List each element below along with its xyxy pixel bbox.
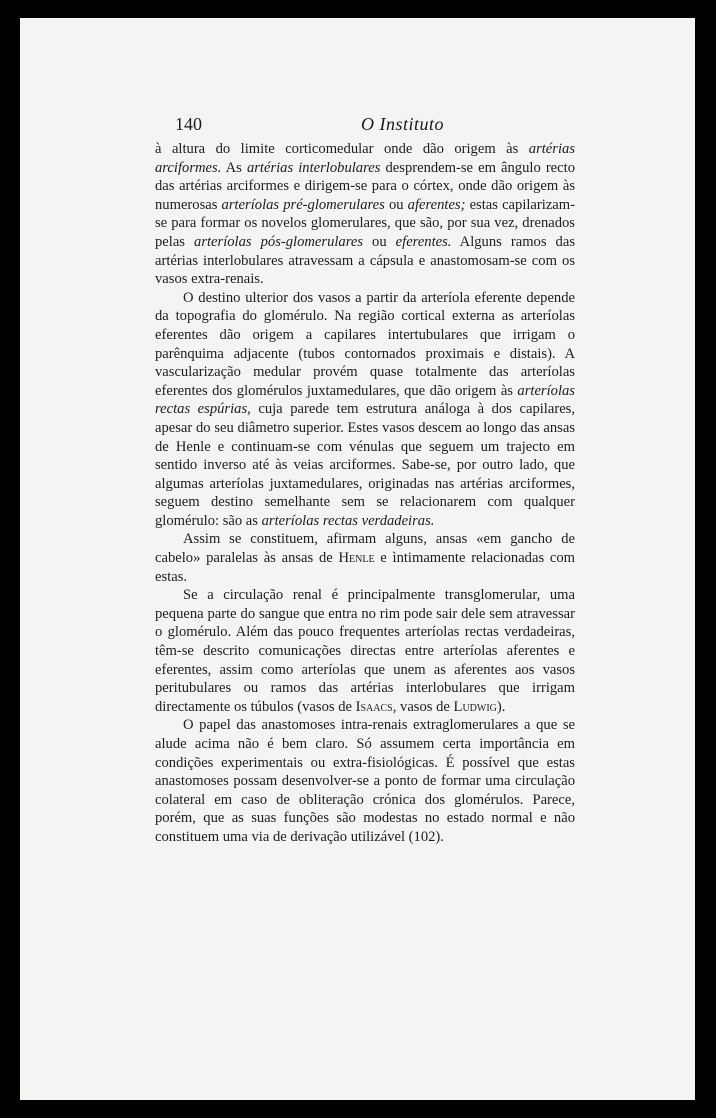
paragraph-3 [155, 530, 575, 586]
text-run: O destino ulterior dos vasos a partir da arteríola eferente depende da topografia do glomérulo. Na região cortical externa as arteríolas eferentes dão origem a capilares intertubulares que irrigam o parênquima adjacente (tubos contornados proximais e distais). A vascularização medular provém quase totalmente das arteríolas eferentes dos glomérulos juxtamedulares, que dão origem às [155, 289, 575, 399]
text-run: cuja parede tem estrutura análoga à dos capilares, apesar do seu diâmetro superior. Estes vasos descem ao longo das ansas de Henle e continuam-se com vénulas que seguem um trajecto em sentido inverso até às veias arciformes. Sabe-se, por outro lado, que algumas arteríolas juxtamedulares, originadas nas artérias arciformes, seguem destino semelhante sem se relacionarem com qualquer glomérulo: são as [155, 401, 575, 529]
text-run: Assim se constituem, afirmam alguns, ansas «em gancho de cabelo» paralelas às ansas de [155, 531, 575, 567]
italic-term: arteríolas pré-glomerulares [221, 196, 385, 213]
text-run: ou [384, 196, 408, 213]
italic-term: aferentes; [407, 196, 466, 213]
author-name: Henle [338, 550, 375, 567]
body-text [155, 140, 575, 847]
paragraph-1 [155, 140, 575, 289]
text-run: e ìntimamente relacionadas com estas. [155, 550, 575, 585]
text-run: O papel das anastomoses intra-renais extraglomerulares a que se alude acima não é bem claro. Só assumem certa importância em condições experimentais ou extra-fisiológicas. É possível que estas anastomoses possam desenvolver-se a ponto de formar uma circulação colateral em caso de obliteração crónica dos glomérulos. Parece, porém, que as suas funções são modestas no estado normal e não constituem uma via de derivação utilizável (102). [155, 717, 575, 845]
text-run: ). [496, 698, 506, 715]
italic-term: artérias arciformes. [155, 141, 575, 176]
page-number: 140 [175, 114, 202, 134]
text-run: Alguns ramos das artérias interlobulares atravessam a cápsula e anastomosam-se com os vasos extra-renais. [155, 233, 575, 288]
italic-term: arteríolas pós-glomerulares [194, 233, 364, 250]
paragraph-2 [155, 289, 575, 531]
italic-term: arteríolas rectas verdadeiras. [261, 512, 435, 529]
page-header [175, 114, 595, 138]
author-name: Ludwig [453, 698, 497, 715]
text-run: desprendem-se em ângulo recto das artérias arciformes e dirigem-se para o córtex, onde dão origem às numerosas [155, 159, 575, 213]
text-run: ou [363, 233, 396, 250]
paragraph-5 [155, 716, 575, 846]
author-name: Isaacs [355, 698, 393, 715]
text-run: estas capilarizam-se para formar os novelos glomerulares, que são, por sua vez, drenados pelas [155, 196, 575, 250]
running-title: O Instituto [361, 114, 445, 134]
text-run: , vasos de [392, 698, 454, 715]
paragraph-4 [155, 586, 575, 716]
text-run: Se a circulação renal é principalmente transglomerular, uma pequena parte do sangue que entra no rim pode sair dele sem atravessar o glomérulo. Além das pouco frequentes arteríolas rectas verdadeiras, têm-se descrito comunicações directas entre arteríolas aferentes e eferentes, assim como arteríolas que unem as aferentes aos vasos peritubulares ou ramos das artérias interlobulares que irrigam directamente os túbulos (vasos de [155, 587, 575, 715]
italic-term: eferentes. [395, 233, 452, 250]
italic-term: artérias interlobulares [246, 159, 381, 176]
italic-term: arteríolas rectas espúrias, [155, 382, 575, 418]
text-run: As [221, 159, 247, 176]
text-run: à altura do limite corticomedular onde dão origem às [155, 141, 529, 157]
